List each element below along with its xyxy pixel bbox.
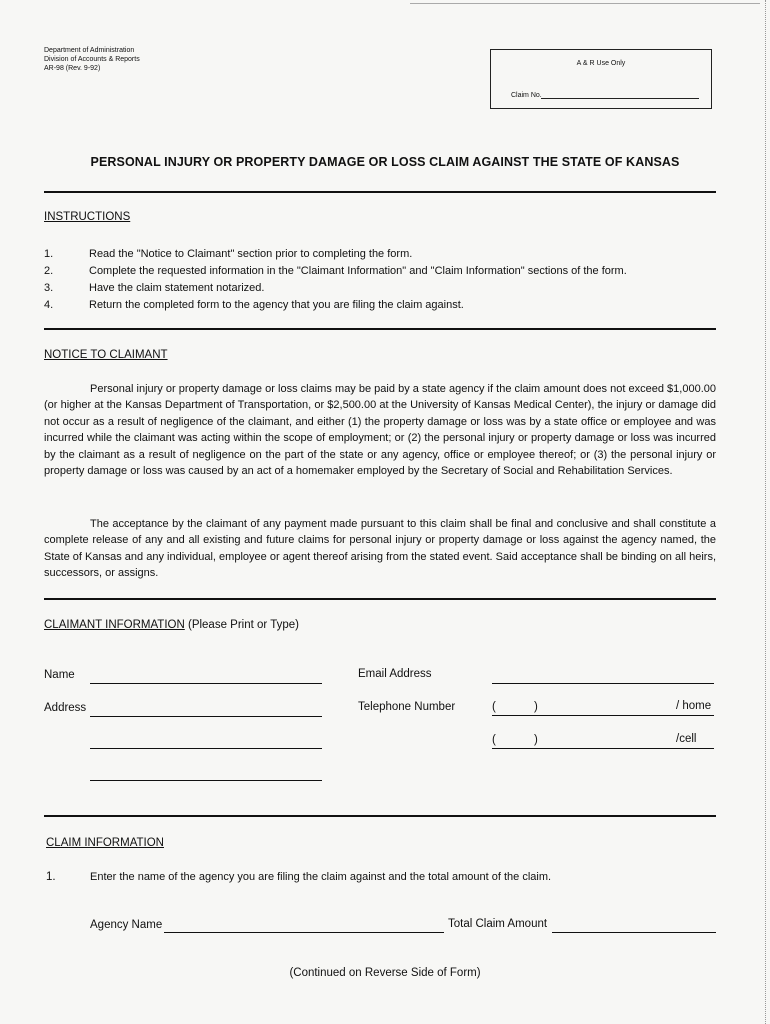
home-phone-open-paren: ( [492,701,496,713]
agency-name-field[interactable] [164,932,444,933]
instruction-text: Return the completed form to the agency that you are filing the claim against. [89,299,464,311]
notice-paragraph-2-text: The acceptance by the claimant of any payment made pursuant to this claim shall be final and conclusive and shall constitute a complete release of any and all existing and future claims for personal injury or property damage or loss against the agency named, the State of Kansas and any individual, employee or agent thereof arising from the stated event. Said acceptance shall be binding on all heirs, successors, or assigns. [44,518,716,580]
claimant-heading-note: (Please Print or Type) [187,619,299,631]
notice-paragraph-2 [44,516,716,582]
cell-phone-close-paren: ) [534,734,538,746]
claimant-heading: CLAIMANT INFORMATION [44,619,185,631]
instructions-heading: INSTRUCTIONS [44,211,131,223]
cell-phone-field[interactable] [492,748,714,749]
department-header [44,46,140,73]
instruction-text: Complete the requested information in the "Claimant Information" and "Claim Information" sections of the form. [89,265,627,277]
email-label: Email Address [358,668,432,680]
name-label: Name [44,669,75,681]
scan-right-edge [763,0,766,1024]
address-field-line-1[interactable] [90,716,322,717]
instruction-number: 4. [44,299,54,311]
question-1-text: Enter the name of the agency you are filing the claim against and the total amount of the claim. [90,871,552,883]
home-phone-suffix: / home [676,700,712,712]
instruction-number: 2. [44,265,54,277]
division-name: Division of Accounts & Reports [44,56,140,63]
continued-note: (Continued on Reverse Side of Form) [289,967,481,979]
claim-no-label: Claim No. [511,92,542,99]
home-phone-field[interactable] [492,715,714,716]
form-title: PERSONAL INJURY OR PROPERTY DAMAGE OR LOSS CLAIM AGAINST THE STATE OF KANSAS [90,155,680,169]
divider [44,191,716,193]
divider [44,328,716,330]
divider [44,815,716,817]
divider [44,598,716,600]
email-field[interactable] [492,683,714,684]
form-id: AR-98 (Rev. 9-92) [44,65,101,72]
total-claim-amount-field[interactable] [552,932,716,933]
telephone-label: Telephone Number [358,701,456,713]
department-name: Department of Administration [44,47,135,54]
instruction-text: Have the claim statement notarized. [89,282,265,294]
claimant-heading-row [44,619,299,631]
cell-phone-suffix: /cell [676,733,697,745]
total-claim-amount-label: Total Claim Amount [448,918,548,930]
name-field[interactable] [90,683,322,684]
address-label: Address [44,702,87,714]
cell-phone-open-paren: ( [492,734,496,746]
office-use-title: A & R Use Only [576,60,626,67]
notice-paragraph-1 [44,381,716,479]
claim-no-field[interactable] [541,98,699,99]
notice-paragraph-1-text: Personal injury or property damage or loss claims may be paid by a state agency if the claim amount does not exceed $1,000.00 (or higher at the Kansas Department of Transportation, or $2,500.00 at the University of Kansas Medical Center), the injury or damage did not occur as a result of negligence of the claimant, and either (1) the property damage or loss was by a state office or employee and was incurred while the claimant was acting within the scope of employment; or (2) the personal injury or property damage or loss was incurred by the claimant as a result of negligence on the part of the state or any agency, office or employee thereof; or (3) the personal injury or property damage or loss was caused by an act of a homemaker employed by the Secretary of Social and Rehabilitation Services. [44,383,716,478]
claim-heading: CLAIM INFORMATION [46,837,164,849]
instruction-number: 1. [44,248,54,260]
instructions-list [44,246,724,316]
home-phone-close-paren: ) [534,701,538,713]
question-1-number: 1. [46,871,56,883]
office-use-box [490,49,712,109]
address-field-line-3[interactable] [90,780,322,781]
instruction-text: Read the "Notice to Claimant" section prior to completing the form. [89,248,413,260]
agency-name-label: Agency Name [90,919,163,931]
notice-heading: NOTICE TO CLAIMANT [44,349,168,361]
address-field-line-2[interactable] [90,748,322,749]
scan-edge-line [410,3,760,4]
instruction-number: 3. [44,282,54,294]
